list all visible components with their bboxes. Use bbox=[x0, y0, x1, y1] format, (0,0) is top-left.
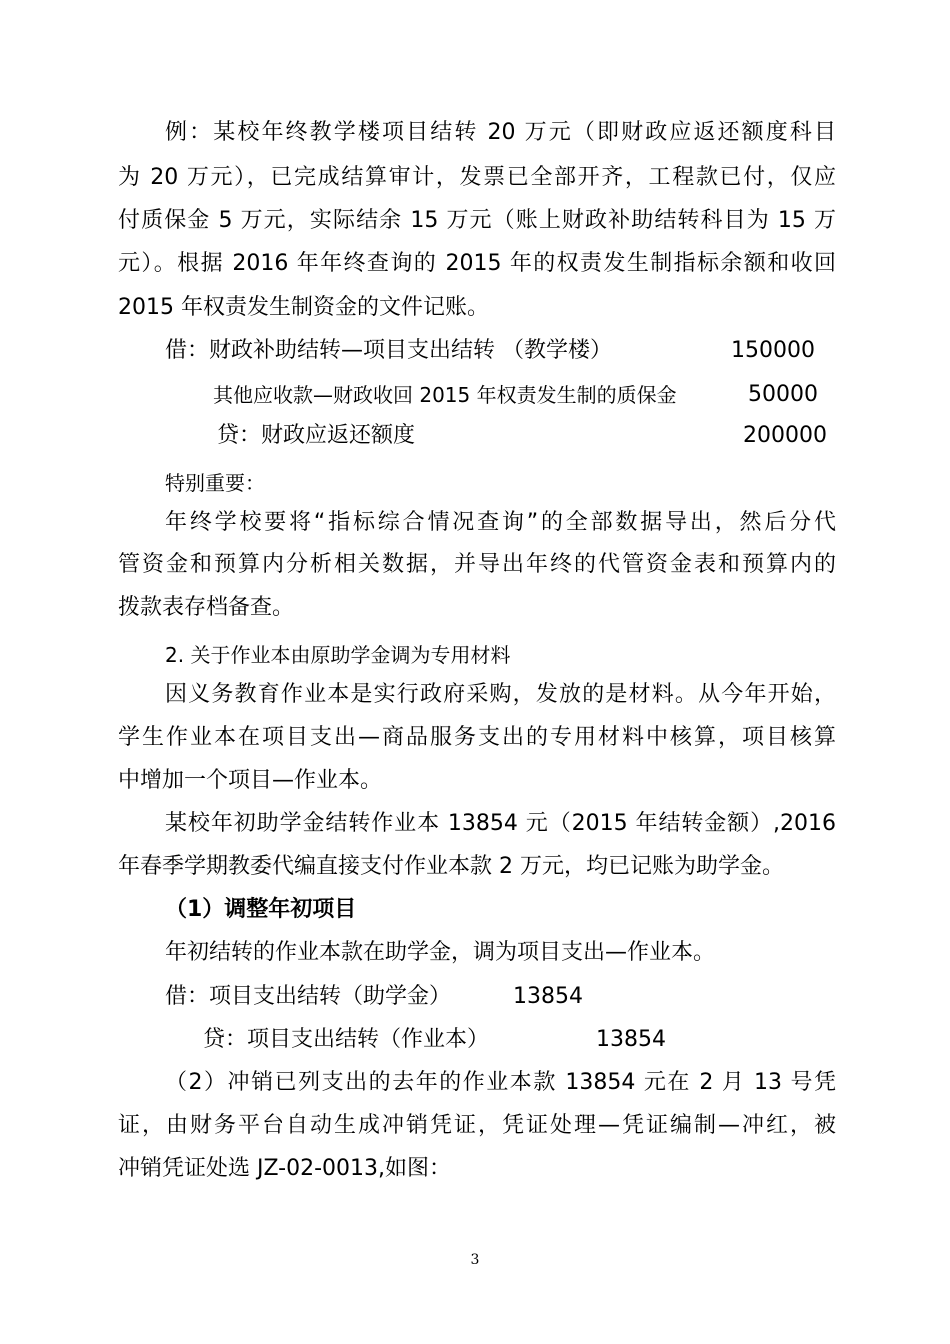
step2-line-1: （2）冲销已列支出的去年的作业本款 13854 元在 2 月 13 号凭 bbox=[165, 1070, 836, 1095]
step1-heading: （1）调整年初项目 bbox=[165, 897, 357, 922]
entry1-debit1-amount: 150000 bbox=[731, 338, 815, 363]
section2-para2-line-1: 某校年初助学金结转作业本 13854 元（2015 年结转金额）,2016 bbox=[165, 811, 836, 836]
section2-para2-line-2: 年春季学期教委代编直接支付作业本款 2 万元，均已记账为助学金。 bbox=[118, 854, 784, 879]
step1-credit-amount: 13854 bbox=[596, 1027, 666, 1052]
special-title: 特别重要： bbox=[165, 471, 265, 495]
example-line-5: 2015 年权责发生制资金的文件记账。 bbox=[118, 295, 489, 320]
entry1-credit-amount: 200000 bbox=[743, 423, 827, 448]
page-number: 3 bbox=[470, 1252, 480, 1268]
step2-line-2: 证，由财务平台自动生成冲销凭证，凭证处理—凭证编制—冲红，被 bbox=[118, 1113, 836, 1138]
section2-heading: 2. 关于作业本由原助学金调为专用材料 bbox=[165, 643, 511, 667]
section2-para1-line-1: 因义务教育作业本是实行政府采购，发放的是材料。从今年开始， bbox=[165, 682, 836, 707]
step1-text: 年初结转的作业本款在助学金，调为项目支出—作业本。 bbox=[165, 940, 716, 965]
section2-para1-line-3: 中增加一个项目—作业本。 bbox=[118, 768, 383, 793]
step2-line-3: 冲销凭证处选 JZ-02-0013,如图： bbox=[118, 1156, 452, 1181]
special-line-3: 拨款表存档备查。 bbox=[118, 595, 295, 620]
example-line-4: 元）。根据 2016 年年终查询的 2015 年的权责发生制指标余额和收回 bbox=[118, 251, 836, 276]
special-line-2: 管资金和预算内分析相关数据，并导出年终的代管资金表和预算内的 bbox=[118, 552, 836, 577]
example-line-2: 为 20 万元），已完成结算审计，发票已全部开齐，工程款已付，仅应 bbox=[118, 165, 836, 190]
entry1-debit2-amount: 50000 bbox=[748, 382, 818, 407]
entry1-credit-label: 贷：财政应返还额度 bbox=[217, 423, 416, 448]
section2-para1-line-2: 学生作业本在项目支出—商品服务支出的专用材料中核算，项目核算 bbox=[118, 725, 836, 750]
entry1-debit2-label: 其他应收款—财政收回 2015 年权责发生制的质保金 bbox=[213, 383, 677, 407]
special-line-1: 年终学校要将“指标综合情况查询”的全部数据导出，然后分代 bbox=[165, 510, 836, 535]
entry1-debit1-label: 借：财政补助结转—项目支出结转 （教学楼） bbox=[165, 338, 612, 363]
step1-credit-label: 贷：项目支出结转（作业本） bbox=[203, 1027, 490, 1052]
example-line-3: 付质保金 5 万元，实际结余 15 万元（账上财政补助结转科目为 15 万 bbox=[118, 208, 836, 233]
step1-debit-amount: 13854 bbox=[513, 984, 583, 1009]
example-line-1: 例：某校年终教学楼项目结转 20 万元（即财政应返还额度科目 bbox=[165, 120, 836, 145]
step1-debit-label: 借：项目支出结转（助学金） bbox=[165, 984, 452, 1009]
